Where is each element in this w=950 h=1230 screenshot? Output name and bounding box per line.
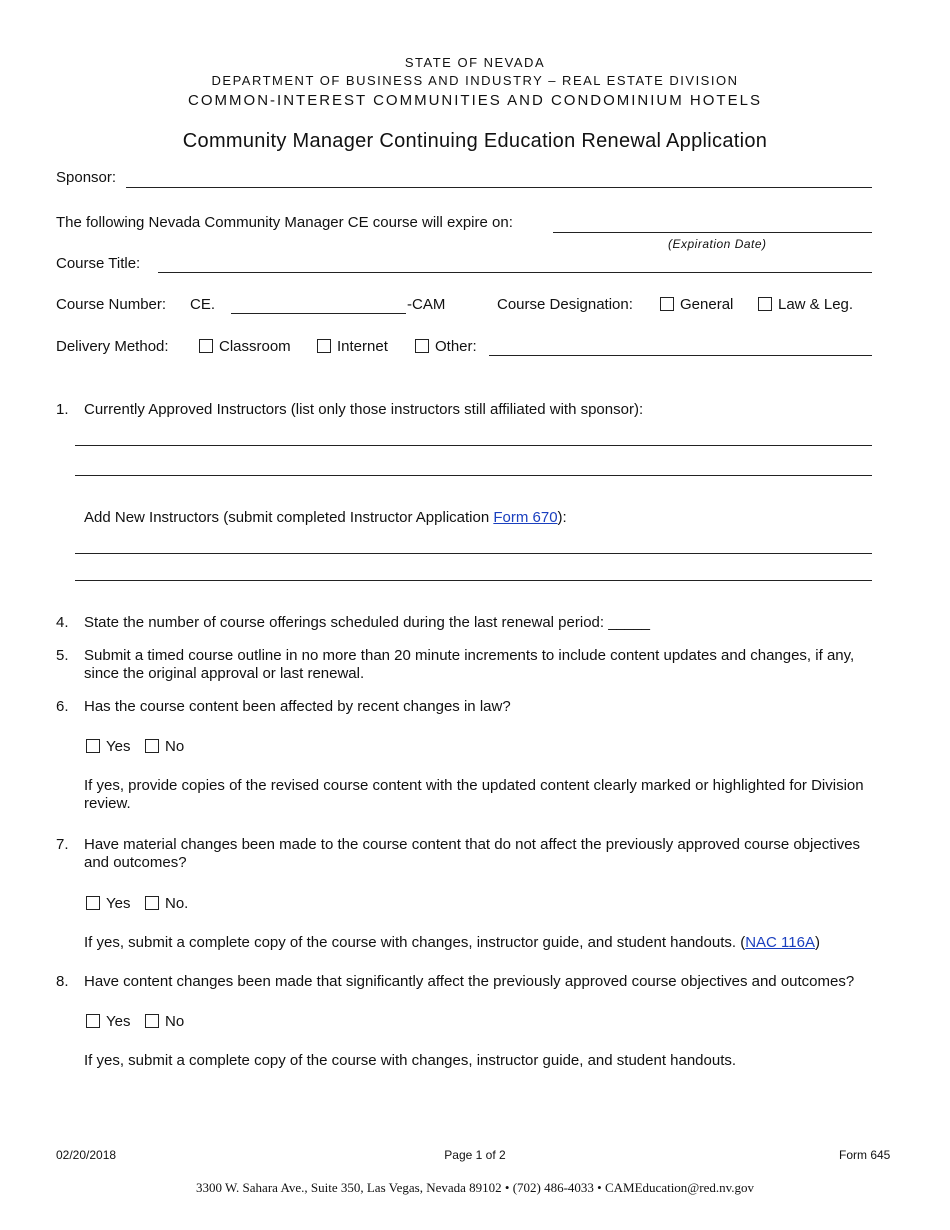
instructor-line-2[interactable] [75,475,872,476]
q7-number: 7. [56,836,69,853]
course-number-prefix: CE. [190,296,216,313]
sponsor-label: Sponsor: [56,169,117,186]
internet-checkbox[interactable] [317,339,331,353]
add-new-instructors-text [84,509,567,527]
q8-yes-option[interactable] [86,1013,130,1030]
q7-yes-checkbox[interactable] [86,896,100,910]
other-checkbox[interactable] [415,339,429,353]
new-instructor-line-1[interactable] [75,553,872,554]
general-label: General [680,296,734,313]
course-number-field[interactable] [231,313,406,314]
other-label: Other: [435,338,477,355]
expiration-caption: (Expiration Date) [668,237,767,251]
delivery-classroom-option[interactable] [199,338,291,355]
q6-number: 6. [56,698,69,715]
q8-no-checkbox[interactable] [145,1014,159,1028]
expire-label: The following Nevada Community Manager CE course will expire on: [56,214,513,231]
designation-law-option[interactable] [758,296,853,313]
footer-form-number: Form 645 [839,1148,891,1162]
footer-page: Page 1 of 2 [444,1148,506,1162]
nac-116a-link[interactable]: NAC 116A [745,934,815,951]
q7-text: Have material changes been made to the course content that do not affect the previously approved course objectives and outcomes? [84,836,861,871]
q5-text: Submit a timed course outline in no more than 20 minute increments to include content updates and changes, if any, since the original approval or last renewal. [84,647,855,682]
add-new-end: ): [557,509,567,526]
header-department: DEPARTMENT OF BUSINESS AND INDUSTRY – REAL ESTATE DIVISION [211,73,739,88]
q7-no-option[interactable] [145,895,188,912]
form-670-link[interactable]: Form 670 [493,509,558,526]
q8-no-option[interactable] [145,1013,184,1030]
q7-followup-end: ) [814,934,820,951]
q4-text: State the number of course offerings scheduled during the last renewal period: _____ [84,614,650,631]
law-leg-checkbox[interactable] [758,297,772,311]
new-instructor-line-2[interactable] [75,580,872,581]
footer-address: 3300 W. Sahara Ave., Suite 350, Las Vegas, Nevada 89102 • (702) 486-4033 • CAMEducation@red.nv.gov [195,1180,755,1195]
q8-yes-checkbox[interactable] [86,1014,100,1028]
q7-no-label: No. [165,895,189,912]
delivery-method-label: Delivery Method: [56,338,169,355]
q7-yes-option[interactable] [86,895,130,912]
sponsor-field[interactable] [126,187,872,188]
q1-text: Currently Approved Instructors (list only those instructors still affiliated with sponsor): [84,401,644,418]
header-state: STATE OF NEVADA [404,55,546,70]
q8-yes-label: Yes [106,1013,131,1030]
q6-yes-option[interactable] [86,738,130,755]
q6-no-checkbox[interactable] [145,739,159,753]
footer-date: 02/20/2018 [56,1148,117,1162]
q6-text: Has the course content been affected by recent changes in law? [84,698,511,715]
form-title: Community Manager Continuing Education Renewal Application [182,130,768,152]
delivery-other-option[interactable] [415,338,477,355]
add-new-text: Add New Instructors (submit completed Instructor Application [84,509,494,526]
q8-text: Have content changes been made that significantly affect the previously approved course objectives and outcomes? [84,973,855,990]
course-designation-label: Course Designation: [497,296,633,313]
course-title-field[interactable] [158,272,872,273]
q6-no-option[interactable] [145,738,184,755]
internet-label: Internet [337,338,388,355]
q8-number: 8. [56,973,69,990]
q6-no-label: No [165,738,185,755]
classroom-checkbox[interactable] [199,339,213,353]
designation-general-option[interactable] [660,296,733,313]
q8-no-label: No [165,1013,185,1030]
q6-yes-checkbox[interactable] [86,739,100,753]
general-checkbox[interactable] [660,297,674,311]
expiration-date-field[interactable] [553,232,872,233]
q8-followup: If yes, submit a complete copy of the course with changes, instructor guide, and student handouts. [84,1052,737,1069]
course-number-suffix: -CAM [407,296,446,313]
q7-followup [84,934,820,952]
q1-number: 1. [56,401,69,418]
q6-followup: If yes, provide copies of the revised course content with the updated content clearly marked or highlighted for Division review. [84,777,864,812]
delivery-other-field[interactable] [489,355,872,356]
q7-followup-text: If yes, submit a complete copy of the course with changes, instructor guide, and student handouts. ( [84,934,746,951]
q7-yes-label: Yes [106,895,131,912]
q5-number: 5. [56,647,69,664]
q7-no-checkbox[interactable] [145,896,159,910]
header-program: COMMON-INTEREST COMMUNITIES AND CONDOMINIUM HOTELS [188,92,762,109]
course-title-label: Course Title: [56,255,141,272]
classroom-label: Classroom [219,338,291,355]
q4-number: 4. [56,614,69,631]
q6-yes-label: Yes [106,738,131,755]
instructor-line-1[interactable] [75,445,872,446]
course-number-label: Course Number: [56,296,167,313]
law-leg-label: Law & Leg. [778,296,854,313]
delivery-internet-option[interactable] [317,338,388,355]
